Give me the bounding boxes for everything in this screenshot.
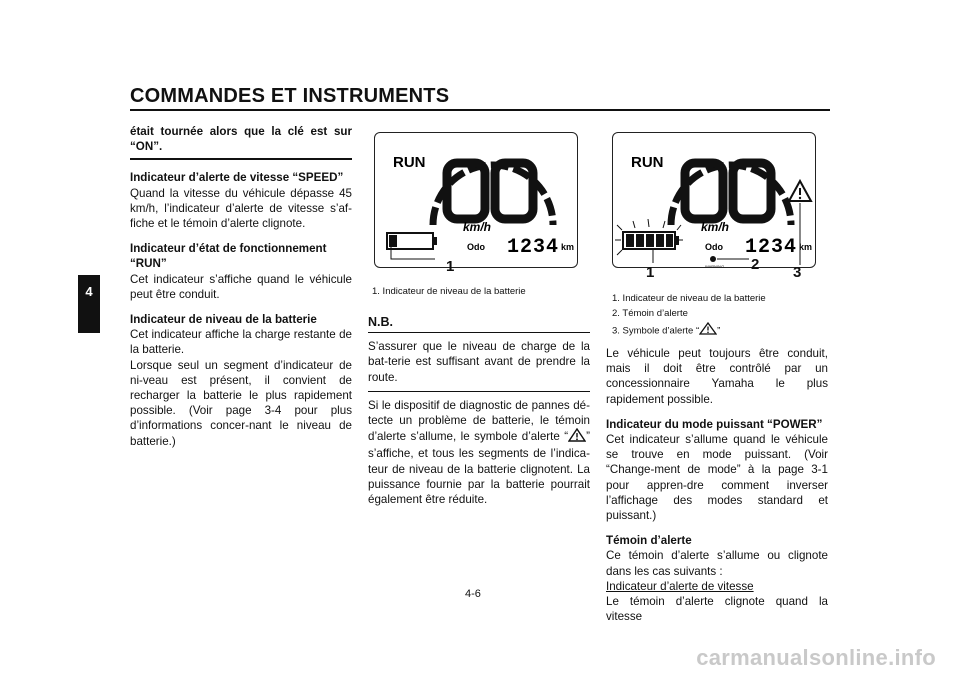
header-rule bbox=[130, 109, 830, 111]
nb-title: N.B. bbox=[368, 315, 393, 329]
figure1-caption: 1. Indicateur de niveau de la batterie bbox=[372, 286, 526, 297]
figure2-caption-3: 3. Symbole d’alerte “ ” bbox=[612, 322, 720, 340]
speed-alert-text: Le témoin d’alerte clignote quand la vitesse bbox=[606, 595, 828, 624]
figure2-caption-1: 1. Indicateur de niveau de la batterie bbox=[612, 293, 766, 304]
caption-warning-icon bbox=[699, 322, 717, 340]
figure2-callout-1: 1 bbox=[646, 264, 655, 281]
power-heading: Indicateur du mode puissant “POWER” bbox=[606, 417, 823, 431]
lead-text: était tournée alors que la clé est sur “ON”. bbox=[130, 125, 352, 154]
warning-lamp-icon bbox=[710, 256, 716, 262]
odo-label-2: Odo bbox=[705, 242, 723, 252]
chapter-tab-number: 4 bbox=[85, 284, 93, 299]
battery-text-1: Cet indicateur affiche la charge restante de la batterie. bbox=[130, 328, 352, 357]
odo-value: 1234 bbox=[507, 236, 560, 259]
column-1 bbox=[130, 124, 352, 456]
run-heading: Indicateur d’état de fonctionnement “RUN” bbox=[130, 242, 327, 271]
nb-diagnostic-text: Si le dispositif de diagnostic de pannes dé-tecte un problème de batterie, le témoin d’alerte s’allume, le symbole d’alerte “ ” s’affiche, et tous les segments de l’indica-teur de niveau de la batterie clignotent. La puissance fournie par la batterie pourrait également être réduite. bbox=[368, 398, 590, 507]
battery-text-2: Lorsque seul un segment d’indicateur de ni-veau est présent, il convient de recharger la batterie le plus rapidement possible. (Voir page 3-4 pour plus d’informations concer-nant le niveau de batterie.) bbox=[130, 358, 352, 448]
speed-unit-label: km/h bbox=[463, 220, 492, 234]
speed-text: Quand la vitesse du véhicule dépasse 45 km/h, l’indicateur d’alerte de vitesse s’af-fiche et le témoin d’alerte clignote. bbox=[130, 186, 352, 231]
lcd-panel-2 bbox=[612, 132, 816, 268]
run-text: Cet indicateur s’affiche quand le véhicule peut être conduit. bbox=[130, 272, 352, 301]
watermark: carmanualsonline.info bbox=[696, 645, 936, 670]
warning-heading: Témoin d’alerte bbox=[606, 534, 692, 548]
odo-unit: km bbox=[561, 242, 575, 252]
figure1-callout-1: 1 bbox=[446, 258, 455, 275]
odo-value-2: 1234 bbox=[745, 236, 798, 259]
warning-symbol-icon bbox=[789, 181, 811, 201]
nb-rule-top bbox=[368, 332, 590, 333]
speed-alert-subheading: Indicateur d’alerte de vitesse bbox=[606, 579, 754, 593]
power-text: Cet indicateur s’allume quand le véhicule se trouve en mode puissant. (Voir “Change-ment de mode” à la page 3-1 pour appren-dre comment inverser l’affichage des modes standard et puissant.) bbox=[606, 433, 828, 523]
figure2-callout-3: 3 bbox=[793, 264, 802, 281]
column-3 bbox=[606, 346, 828, 631]
lcd-panel-1 bbox=[374, 132, 578, 268]
lcd-display-2 bbox=[613, 133, 815, 267]
col3-intro: Le véhicule peut toujours être conduit, mais il doit être contrôlé par un concessionnaire Yamaha le plus rapidement possible. bbox=[606, 347, 828, 406]
battery-segment bbox=[389, 235, 397, 247]
page-number: 4-6 bbox=[465, 588, 481, 600]
run-label-2: RUN bbox=[631, 154, 664, 171]
speed-unit-label-2: km/h bbox=[701, 220, 730, 234]
warning-text: Ce témoin d’alerte s’allume ou clignote dans les cas suivants : bbox=[606, 549, 828, 578]
lcd-display-1 bbox=[375, 133, 577, 267]
battery-heading: Indicateur de niveau de la batterie bbox=[130, 313, 317, 327]
page-header-title: COMMANDES ET INSTRUMENTS bbox=[130, 85, 450, 107]
nb-text: S’assurer que le niveau de charge de la bat-terie est suffisant avant de prendre la route. bbox=[368, 340, 590, 384]
speed-heading: Indicateur d’alerte de vitesse “SPEED” bbox=[130, 171, 344, 185]
warning-lamp-label: WARNING bbox=[705, 264, 725, 267]
odo-unit-2: km bbox=[799, 242, 813, 252]
section-rule bbox=[130, 158, 352, 160]
figure2-callout-2: 2 bbox=[751, 256, 760, 273]
figure2-caption-2: 2. Témoin d’alerte bbox=[612, 308, 688, 319]
nb-rule-bottom bbox=[368, 391, 590, 392]
warning-triangle-icon bbox=[568, 428, 586, 446]
run-label: RUN bbox=[393, 154, 426, 171]
battery-segments bbox=[626, 234, 673, 247]
odo-label: Odo bbox=[467, 242, 485, 252]
column-2 bbox=[368, 315, 590, 514]
